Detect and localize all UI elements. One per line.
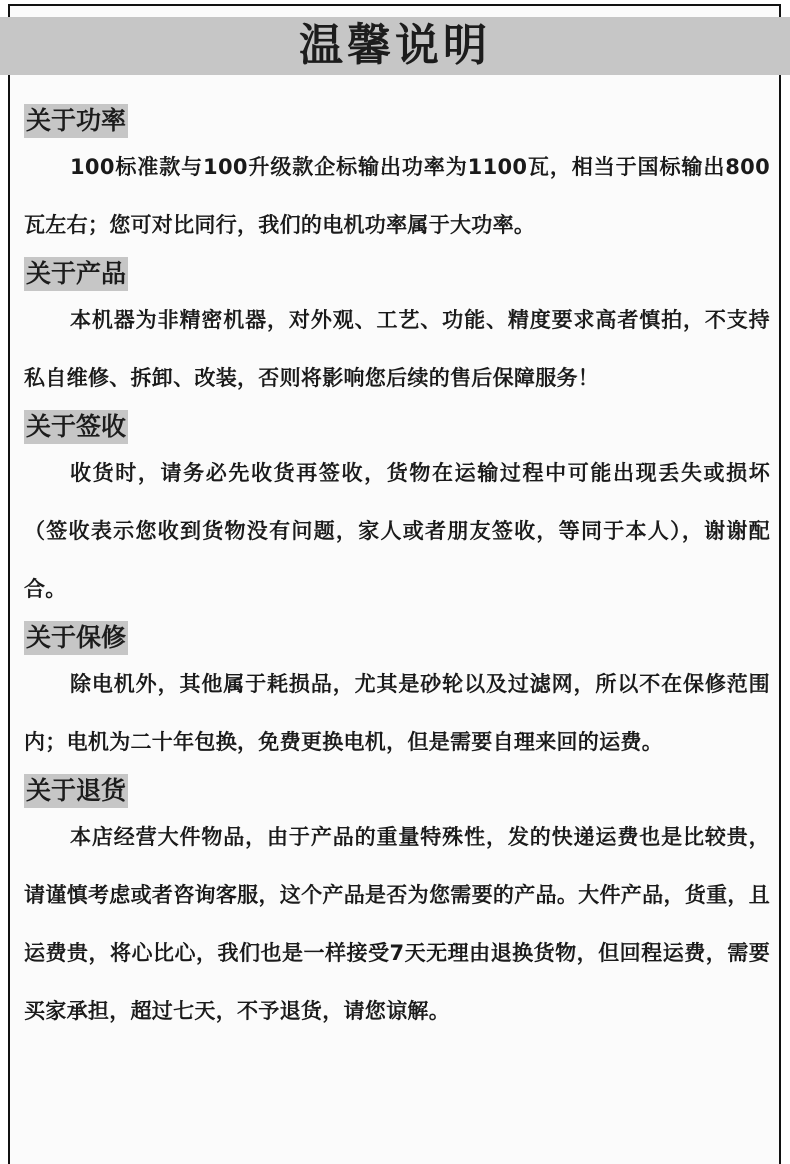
section-warranty (24, 621, 770, 771)
section-heading: 关于产品 (24, 257, 128, 291)
section-heading: 关于功率 (24, 104, 128, 138)
page-title: 温馨说明 (299, 20, 491, 71)
title-banner (0, 17, 790, 75)
notice-content (24, 104, 770, 1043)
section-product (24, 257, 770, 407)
section-text: 100标准款与100升级款企标输出功率为1100瓦，相当于国标输出800瓦左右；您可对比同行，我们的电机功率属于大功率。 (24, 155, 770, 237)
section-heading: 关于签收 (24, 410, 128, 444)
section-heading: 关于退货 (24, 774, 128, 808)
section-power (24, 104, 770, 254)
section-heading: 关于保修 (24, 621, 128, 655)
section-returns (24, 774, 770, 1040)
section-text: 本店经营大件物品，由于产品的重量特殊性，发的快递运费也是比较贵，请谨慎考虑或者咨询客服，这个产品是否为您需要的产品。大件产品，货重，且运费贵，将心比心，我们也是一样接受7天无理由退换货物，但回程运费，需要买家承担，超过七天，不予退货，请您谅解。 (24, 825, 770, 1023)
section-text: 收货时，请务必先收货再签收，货物在运输过程中可能出现丢失或损坏（签收表示您收到货物没有问题，家人或者朋友签收，等同于本人），谢谢配合。 (24, 461, 770, 601)
section-text: 本机器为非精密机器，对外观、工艺、功能、精度要求高者慎拍，不支持私自维修、拆卸、改装，否则将影响您后续的售后保障服务！ (24, 308, 770, 390)
section-signing (24, 410, 770, 618)
section-text: 除电机外，其他属于耗损品，尤其是砂轮以及过滤网，所以不在保修范围内；电机为二十年包换，免费更换电机，但是需要自理来回的运费。 (24, 672, 770, 754)
